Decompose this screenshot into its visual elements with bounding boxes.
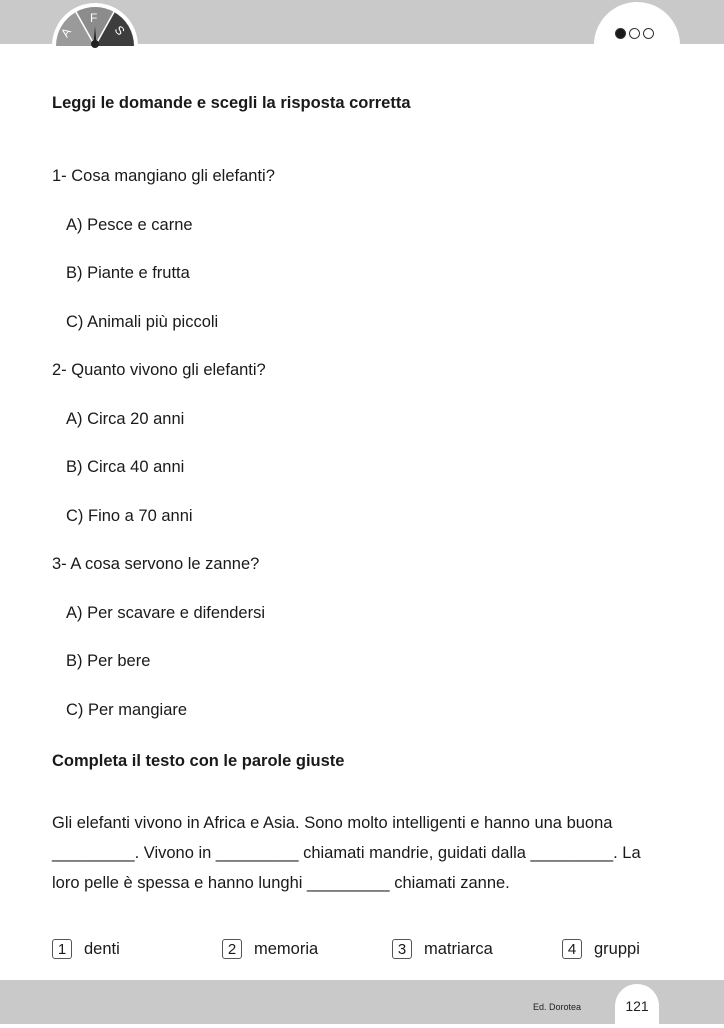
option-1b[interactable]: B) Piante e frutta (66, 264, 190, 282)
difficulty-dot (629, 28, 640, 39)
option-2c[interactable]: C) Fino a 70 anni (66, 507, 193, 525)
question-2: 2- Quanto vivono gli elefanti? (52, 361, 266, 379)
word-chip-1[interactable] (52, 939, 120, 959)
word-label: memoria (254, 939, 319, 958)
gauge-label-f: F (90, 11, 98, 25)
option-3a[interactable]: A) Per scavare e difendersi (66, 604, 266, 622)
word-number: 1 (52, 939, 72, 959)
option-2a[interactable]: A) Circa 20 anni (66, 410, 185, 428)
option-3c[interactable]: C) Per mangiare (66, 701, 188, 719)
gauge-icon (50, 0, 140, 50)
word-label: matriarca (424, 939, 493, 958)
word-chip-2[interactable] (222, 939, 318, 959)
difficulty-dots (615, 28, 654, 39)
difficulty-dot (615, 28, 626, 39)
word-chip-4[interactable] (562, 939, 640, 959)
question-1: 1- Cosa mangiano gli elefanti? (52, 167, 275, 185)
gauge-label-a: A (57, 25, 75, 40)
page-number-tab (615, 984, 659, 1028)
difficulty-gauge (50, 0, 140, 50)
gauge-label-s: S (111, 22, 128, 39)
word-label: denti (84, 939, 120, 958)
word-chip-3[interactable] (392, 939, 493, 959)
word-number: 2 (222, 939, 242, 959)
option-1c[interactable]: C) Animali più piccoli (66, 313, 219, 331)
word-number: 4 (562, 939, 582, 959)
page-number: 121 (625, 998, 649, 1014)
option-3b[interactable]: B) Per bere (66, 652, 151, 670)
word-number: 3 (392, 939, 412, 959)
question-3: 3- A cosa servono le zanne? (52, 555, 260, 573)
section-title-fill-in: Completa il testo con le parole giuste (52, 752, 345, 770)
word-label: gruppi (594, 939, 640, 958)
cloze-paragraph: Gli elefanti vivono in Africa e Asia. Sono molto intelligenti e hanno una buona _________. Vivono in _________ chiamati mandrie, guidati dalla _________. La loro pelle è spessa e hanno lunghi _________ chiamati zanne. (52, 814, 641, 892)
difficulty-dot (643, 28, 654, 39)
publisher-label: Ed. Dorotea (533, 1002, 582, 1012)
option-2b[interactable]: B) Circa 40 anni (66, 458, 185, 476)
section-title-questions: Leggi le domande e scegli la risposta corretta (52, 94, 411, 112)
option-1a[interactable]: A) Pesce e carne (66, 216, 193, 234)
